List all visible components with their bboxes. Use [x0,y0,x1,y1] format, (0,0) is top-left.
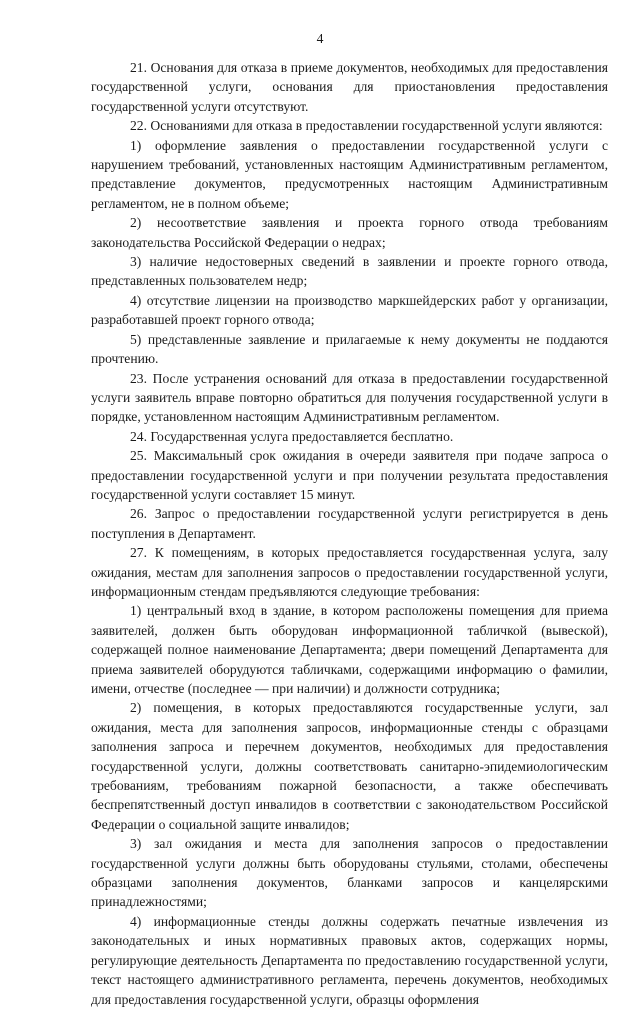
paragraph-25: 25. Максимальный срок ожидания в очереди заявителя при подаче запроса о предоставлении государственной услуги и при получении результата предоставления государственной услуги составляет 15 минут. [91,448,608,502]
paragraph-21: 21. Основания для отказа в приеме документов, необходимых для предоставления государственной услуги, основания для приостановления предоставления государственной услуги отсутствуют. [91,60,608,114]
paragraph-22: 22. Основаниями для отказа в предоставлении государственной услуги являются: [130,118,603,134]
list-item-27-2: 2) помещения, в которых предоставляются государственные услуги, зал ожидания, места для заполнения запросов, информационные стенды с образцами заполнения запроса и перечнем документов, необходимых для предоставления государственной услуги, должны соответствовать санитарно-эпидемиологическим требованиям, требованиям пожарной безопасности, а также обеспечивать беспрепятственный доступ инвалидов в соответствии с законодательством Российской Федерации о социальной защите инвалидов; [91,700,608,832]
list-item-27-1: 1) центральный вход в здание, в котором расположены помещения для приема заявителей, должен быть оборудован информационной табличкой (вывеской), содержащей полное наименование Департамента; двери помещений Департамента для приема заявителей оборудуются табличками, содержащими информацию о фамилии, имени, отчестве (последнее — при наличии) и должности сотрудника; [91,603,608,696]
list-item-22-2: 2) несоответствие заявления и проекта горного отвода требованиям законодательства Российской Федерации о недрах; [91,215,608,250]
document-body [91,58,608,1009]
list-item-22-1: 1) оформление заявления о предоставлении государственной услуги с нарушением требований, установленных настоящим Административным регламентом, представление документов, предусмотренных настоящим Административным регламентом, не в полном объеме; [91,137,608,211]
list-item-22-4: 4) отсутствие лицензии на производство маркшейдерских работ у организации, разработавшей проект горного отвода; [91,292,608,328]
paragraph-26: 26. Запрос о предоставлении государственной услуги регистрируется в день поступления в Департамент. [91,506,608,541]
paragraph-27: 27. К помещениям, в которых предоставляется государственная услуга, залу ожидания, местам для заполнения запросов о предоставлении государственной услуги, информационным стендам предъявляются следующие требования: [91,545,608,599]
paragraph-23: 23. После устранения оснований для отказа в предоставлении государственной услуги заявитель вправе повторно обратиться для получения государственной услуги в порядке, установленном настоящим Административным регламентом. [91,370,608,425]
list-item-27-3: 3) зал ожидания и места для заполнения запросов о предоставлении государственной услуги должны быть оборудованы стульями, столами, обеспечены образцами заполнения документов, бланками запросов и канцелярскими принадлежностями; [91,836,608,910]
list-item-27-4: 4) информационные стенды должны содержать печатные извлечения из законодательных и иных нормативных правовых актов, содержащих нормы, регулирующие деятельность Департамента по предоставлению государственной услуги, текст настоящего административного регламента, перечень документов, необходимых для предоставления государственной услуги, образцы оформления [91,913,608,1007]
page-number: 4 [316,31,324,46]
paragraph-24: 24. Государственная услуга предоставляется бесплатно. [130,428,454,444]
list-item-22-3: 3) наличие недостоверных сведений в заявлении и проекте горного отвода, представленных пользователем недр; [91,254,608,289]
list-item-22-5: 5) представленные заявление и прилагаемые к нему документы не поддаются прочтению. [91,331,608,367]
